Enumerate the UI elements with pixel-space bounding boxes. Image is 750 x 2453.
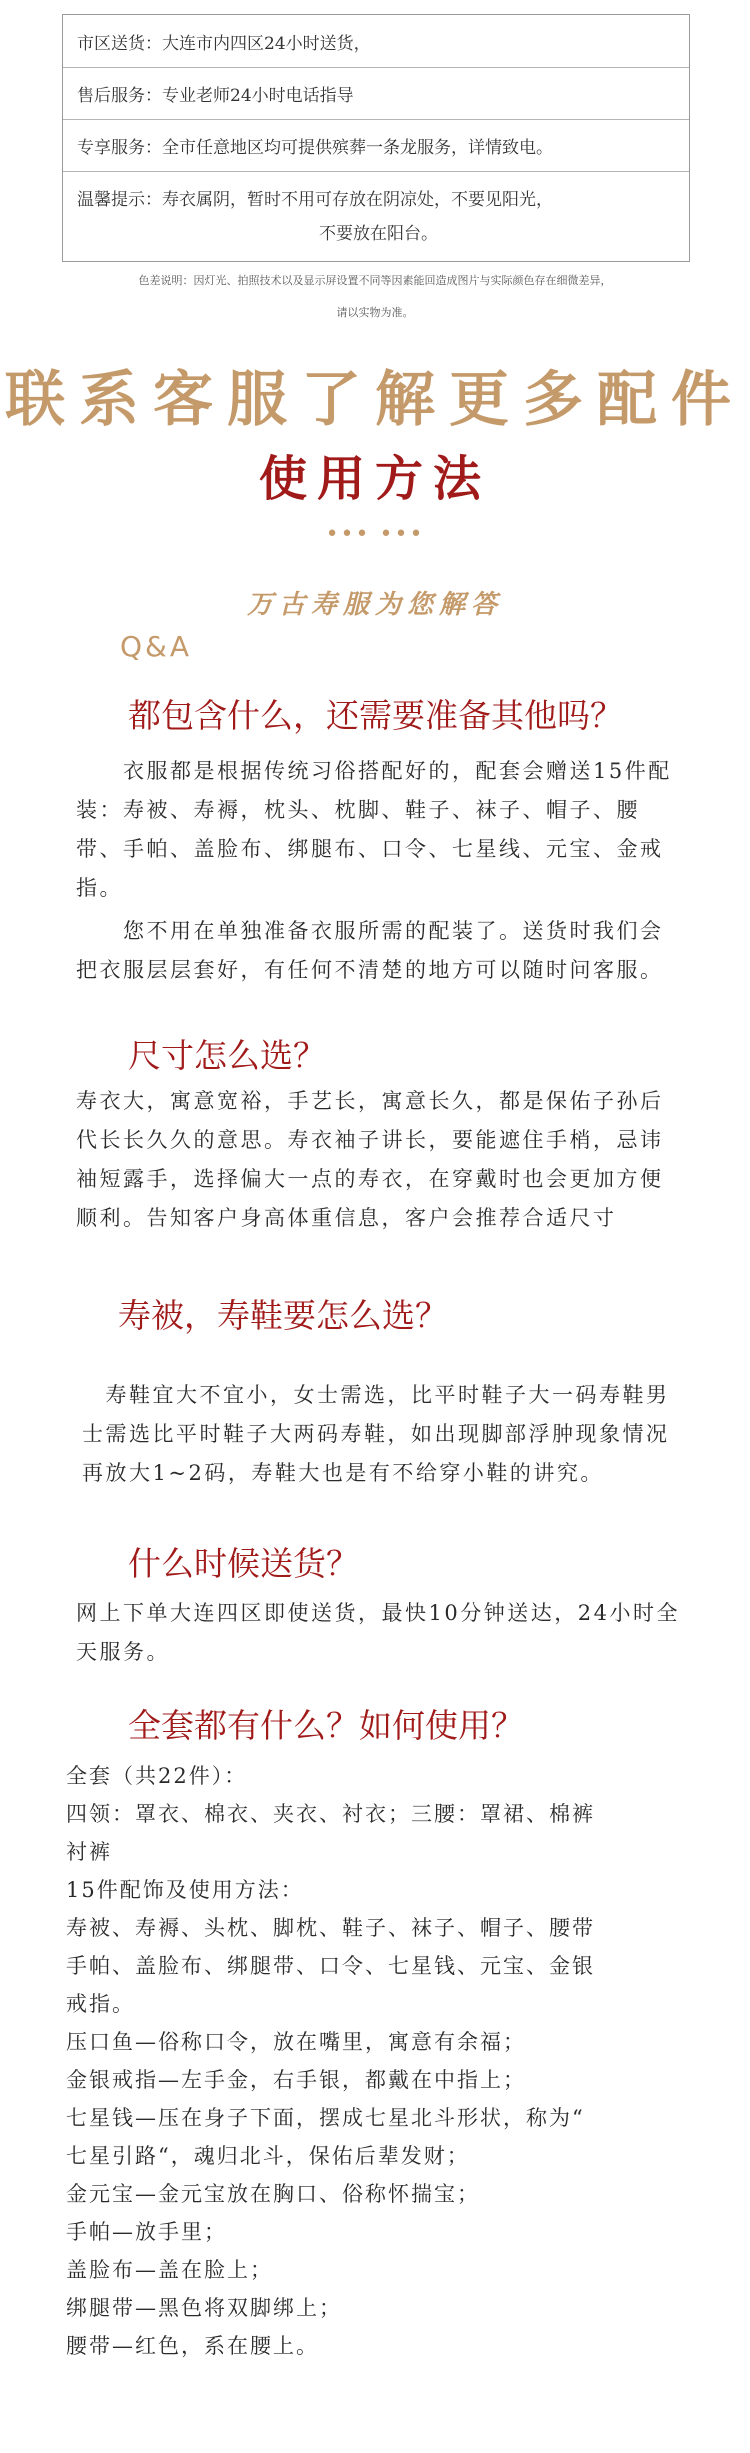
divider [63,119,689,120]
answer-title: 万古寿服为您解答 [246,590,503,620]
info-after-sales: 售后服务：专业老师24小时电话指导 [77,86,354,106]
answer-paragraph: 寿鞋宜大不宜小，女士需选，比平时鞋子大一码寿鞋男士需选比平时鞋子大两码寿鞋，如出现脚部浮肿现象情况再放大1~2码，寿鞋大也是有不给穿小鞋的讲究。 [82,1383,670,1485]
qa-label: Q&A [120,630,193,663]
usage-line: 绑腿带—黑色将双脚绑上； [66,2296,342,2320]
color-disclaimer: 色差说明：因灯光、拍照技术以及显示屏设置不同等因素能回造成图片与实际颜色存在细微差异， [138,274,612,287]
usage-line: 七星引路“，魂归北斗，保佑后辈发财； [66,2144,470,2168]
info-tips-continued: 不要放在阳台。 [319,224,438,244]
info-exclusive: 专享服务：全市任意地区均可提供殡葬一条龙服务，详情致电。 [77,138,553,158]
answer-paragraph: 衣服都是根据传统习俗搭配好的，配套会赠送15件配装：寿被、寿褥，枕头、枕脚、鞋子、袜子、帽子、腰带、手帕、盖脸布、绑腿布、口令、七星线、元宝、金戒指。 [76,759,672,900]
set-list-line: 寿被、寿褥、头枕、脚枕、鞋子、袜子、帽子、腰带 [66,1916,595,1940]
set-list-line: 15件配饰及使用方法： [66,1878,304,1902]
set-list-line: 全套（共22件）： [66,1764,248,1788]
usage-line: 七星钱—压在身子下面，摆成七星北斗形状，称为“ [66,2106,585,2130]
answer-paragraph: 寿衣大，寓意宽裕，手艺长，寓意长久，都是保佑子孙后代长长久久的意思。寿衣袖子讲长，要能遮住手梢，忌讳袖短露手，选择偏大一点的寿衣，在穿戴时也会更加方便顺利。告知客户身高体重信息，客户会推荐合适尺寸 [76,1089,664,1230]
answer-paragraph: 网上下单大连四区即使送货，最快10分钟送达，24小时全天服务。 [76,1601,680,1664]
question-title: 全套都有什么？如何使用？ [128,1706,524,1745]
decorative-dots: ••• ••• [325,522,425,547]
info-delivery: 市区送货：大连市内四区24小时送货， [77,34,371,54]
question-title: 都包含什么，还需要准备其他吗？ [128,696,623,735]
service-info-box [62,14,690,262]
usage-line: 金元宝—金元宝放在胸口、俗称怀揣宝； [66,2182,480,2206]
question-title: 什么时候送货？ [128,1544,359,1583]
sub-title: 使用方法 [258,451,491,507]
usage-line: 手帕—放手里； [66,2220,227,2244]
question-title: 尺寸怎么选？ [128,1036,326,1075]
info-tips: 温馨提示：寿衣属阴，暂时不用可存放在阴凉处，不要见阳光， [77,190,553,210]
set-list-line: 衬裤 [66,1840,112,1864]
set-list-line: 手帕、盖脸布、绑腿带、口令、七星钱、元宝、金银 [66,1954,595,1978]
divider [63,67,689,68]
usage-line: 盖脸布—盖在脸上； [66,2258,273,2282]
usage-line: 金银戒指—左手金，右手银，都戴在中指上； [66,2068,526,2092]
set-list-line: 四领：罩衣、棉衣、夹衣、衬衣；三腰：罩裙、棉裤 [66,1802,595,1826]
answer-paragraph: 您不用在单独准备衣服所需的配装了。送货时我们会把衣服层层套好，有任何不清楚的地方可以随时问客服。 [76,919,664,982]
color-disclaimer-2: 请以实物为准。 [336,306,414,319]
divider [63,171,689,172]
main-title: 联系客服了解更多配件 [5,365,745,435]
usage-line: 压口鱼—俗称口令，放在嘴里，寓意有余福； [66,2030,526,2054]
question-title: 寿被，寿鞋要怎么选？ [118,1296,448,1335]
set-list-line: 戒指。 [66,1992,135,2016]
usage-line: 腰带—红色，系在腰上。 [66,2334,319,2358]
